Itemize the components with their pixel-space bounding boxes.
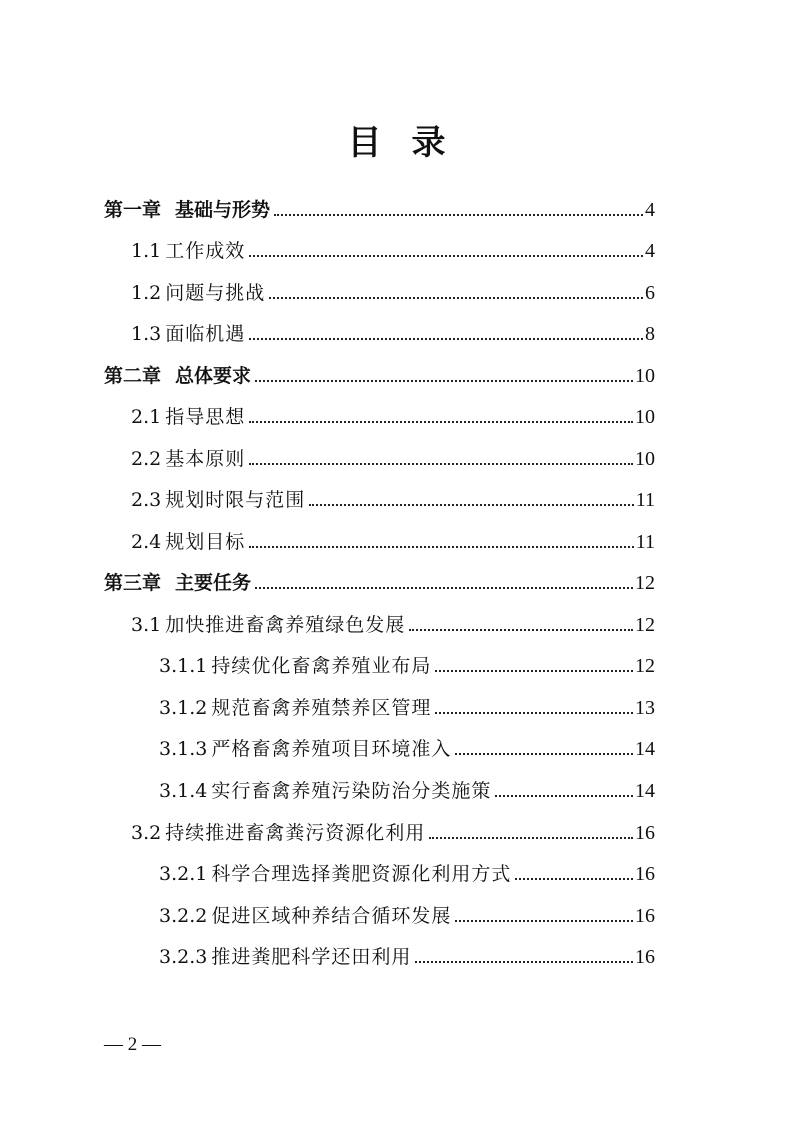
toc-entry-page: 10 — [635, 448, 655, 470]
toc-entry-page: 16 — [635, 863, 655, 885]
toc-entry-3-1-2[interactable] — [159, 693, 655, 723]
toc-entry-label: 持续推进畜禽粪污资源化利用 — [165, 822, 426, 844]
title-char-1: 目 — [347, 123, 382, 163]
dot-leader — [495, 795, 633, 797]
toc-entry-number: 3.1.2 — [159, 697, 208, 719]
page-number-footer: — 2 — — [104, 1034, 161, 1055]
toc-entry-page: 16 — [635, 946, 655, 968]
toc-entry-label: 指导思想 — [165, 406, 246, 428]
toc-entry-number: 1.3 — [131, 323, 162, 345]
dot-leader — [274, 214, 643, 216]
toc-entry-page: 13 — [635, 697, 655, 719]
toc-entry-number: 3.1 — [131, 614, 162, 636]
toc-entry-label: 实行畜禽养殖污染防治分类施策 — [211, 780, 492, 802]
toc-entry-number: 3.1.1 — [159, 655, 208, 677]
toc-entry-page: 10 — [635, 406, 655, 428]
dot-leader — [255, 380, 633, 382]
toc-entry-label: 主要任务 — [175, 572, 252, 594]
dot-leader — [515, 878, 633, 880]
toc-entry-label: 加快推进畜禽养殖绿色发展 — [165, 614, 406, 636]
toc-entry-1-1[interactable] — [131, 236, 655, 266]
toc-entry-page: 11 — [635, 531, 655, 553]
toc-entry-chapter-3[interactable] — [104, 568, 655, 598]
dot-leader — [249, 338, 643, 340]
toc-entry-label: 科学合理选择粪肥资源化利用方式 — [211, 863, 512, 885]
dot-leader — [269, 297, 643, 299]
toc-entry-2-2[interactable] — [131, 444, 655, 474]
dot-leader — [409, 629, 633, 631]
toc-entry-page: 12 — [635, 614, 655, 636]
toc-entry-label: 基础与形势 — [175, 199, 271, 221]
toc-entry-number: 2.1 — [131, 406, 162, 428]
dot-leader — [455, 920, 633, 922]
toc-entry-chapter-1[interactable] — [104, 195, 655, 225]
dot-leader — [255, 587, 633, 589]
toc-entry-number: 2.3 — [131, 489, 162, 511]
dot-leader — [435, 712, 633, 714]
toc-entry-3-1-4[interactable] — [159, 776, 655, 806]
toc-entry-3-2-3[interactable] — [159, 942, 655, 972]
toc-entry-label: 规范畜禽养殖禁养区管理 — [211, 697, 432, 719]
toc-entry-label: 基本原则 — [165, 448, 246, 470]
toc-entry-label: 规划目标 — [165, 531, 246, 553]
toc-entry-page: 12 — [635, 572, 655, 594]
toc-entry-3-1[interactable] — [131, 610, 655, 640]
toc-entry-label: 总体要求 — [175, 365, 252, 387]
toc-entry-2-3[interactable] — [131, 485, 655, 515]
toc-entry-3-2-2[interactable] — [159, 901, 655, 931]
toc-entry-label: 工作成效 — [165, 240, 246, 262]
dot-leader — [435, 670, 633, 672]
toc-entry-chapter-2[interactable] — [104, 361, 655, 391]
dot-leader — [249, 463, 633, 465]
toc-entry-number: 第一章 — [104, 199, 162, 221]
title-char-2: 录 — [411, 123, 446, 163]
toc-entry-page: 12 — [635, 655, 655, 677]
toc-entry-page: 16 — [635, 905, 655, 927]
toc-entry-page: 11 — [635, 489, 655, 511]
dot-leader — [415, 961, 633, 963]
toc-entry-page: 16 — [635, 822, 655, 844]
toc-entry-1-3[interactable] — [131, 319, 655, 349]
dot-leader — [249, 546, 634, 548]
toc-entry-number: 1.1 — [131, 240, 162, 262]
toc-entry-page: 14 — [635, 780, 655, 802]
dot-leader — [429, 837, 633, 839]
toc-entry-page: 4 — [645, 199, 655, 221]
toc-entry-page: 14 — [635, 738, 655, 760]
toc-entry-page: 10 — [635, 365, 655, 387]
dot-leader — [455, 753, 633, 755]
toc-entry-number: 2.2 — [131, 448, 162, 470]
toc-entry-page: 6 — [645, 282, 655, 304]
toc-entry-number: 2.4 — [131, 531, 162, 553]
toc-entry-3-1-1[interactable] — [159, 651, 655, 681]
toc-entry-label: 面临机遇 — [165, 323, 246, 345]
toc-entry-number: 3.2.2 — [159, 905, 208, 927]
toc-entry-3-2-1[interactable] — [159, 859, 655, 889]
toc-entry-2-4[interactable] — [131, 527, 655, 557]
toc-entry-number: 3.1.4 — [159, 780, 208, 802]
toc-entry-3-1-3[interactable] — [159, 734, 655, 764]
toc-entry-label: 推进粪肥科学还田利用 — [211, 946, 412, 968]
toc-entry-number: 1.2 — [131, 282, 162, 304]
toc-entry-number: 3.2.3 — [159, 946, 208, 968]
dot-leader — [249, 255, 643, 257]
dot-leader — [249, 421, 633, 423]
toc-entry-label: 规划时限与范围 — [165, 489, 306, 511]
toc-entry-label: 持续优化畜禽养殖业布局 — [211, 655, 432, 677]
toc-entry-label: 严格畜禽养殖项目环境准入 — [211, 738, 452, 760]
toc-entry-label: 问题与挑战 — [165, 282, 266, 304]
toc-entry-page: 4 — [645, 240, 655, 262]
toc-entry-page: 8 — [645, 323, 655, 345]
toc-entry-label: 促进区域种养结合循环发展 — [211, 905, 452, 927]
toc-entry-3-2[interactable] — [131, 818, 655, 848]
toc-entry-number: 第三章 — [104, 572, 162, 594]
toc-entry-number: 3.1.3 — [159, 738, 208, 760]
toc-entry-number: 3.2 — [131, 822, 162, 844]
toc-entry-number: 3.2.1 — [159, 863, 208, 885]
toc-entry-1-2[interactable] — [131, 278, 655, 308]
dot-leader — [309, 504, 634, 506]
toc-entry-number: 第二章 — [104, 365, 162, 387]
toc-entry-2-1[interactable] — [131, 402, 655, 432]
